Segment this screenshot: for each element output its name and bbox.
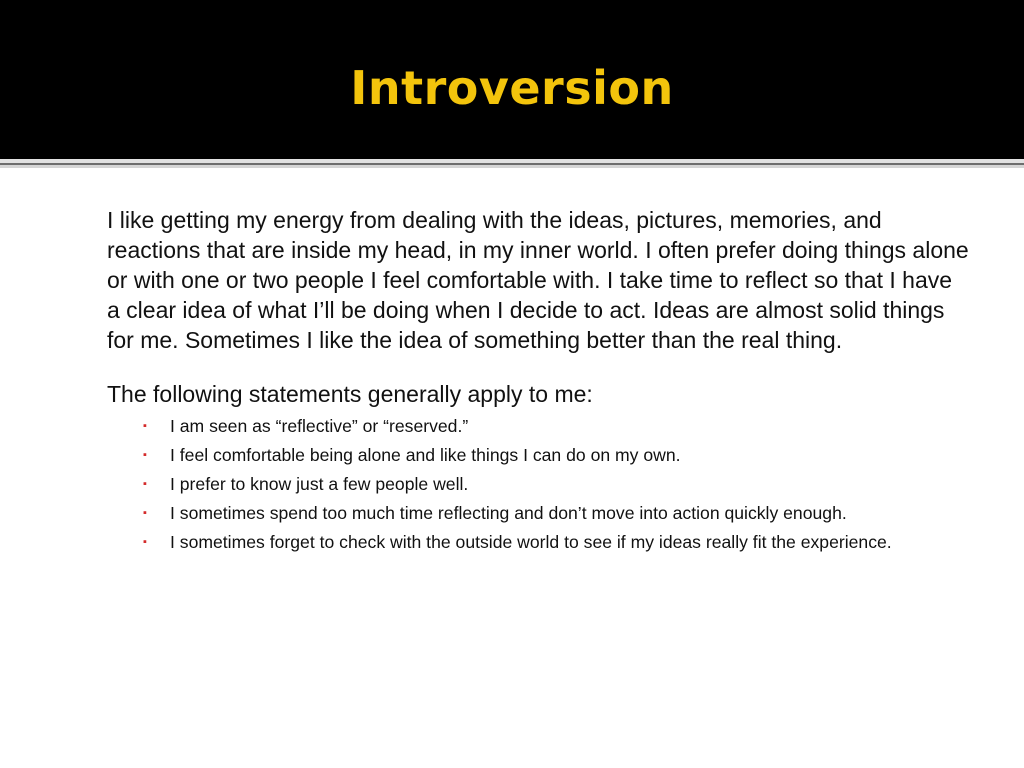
statement-item bbox=[143, 502, 969, 525]
bullet-square-icon: ▪ bbox=[143, 420, 147, 432]
statement-item bbox=[143, 444, 969, 467]
statement-list bbox=[107, 415, 969, 554]
title-divider-soft bbox=[0, 165, 1024, 168]
bullet-square-icon: ▪ bbox=[143, 507, 147, 519]
statement-text: I am seen as “reflective” or “reserved.” bbox=[170, 416, 469, 436]
bullet-square-icon: ▪ bbox=[143, 449, 147, 461]
statement-text: I feel comfortable being alone and like things I can do on my own. bbox=[170, 445, 681, 465]
statement-item bbox=[143, 415, 969, 438]
statement-text: I sometimes spend too much time reflecting and don’t move into action quickly enough. bbox=[170, 503, 847, 523]
slide-content bbox=[107, 205, 969, 560]
statement-text: I prefer to know just a few people well. bbox=[170, 474, 469, 494]
statement-item bbox=[143, 531, 969, 554]
slide-title: Introversion bbox=[350, 61, 674, 115]
bullet-square-icon: ▪ bbox=[143, 478, 147, 490]
statement-item bbox=[143, 473, 969, 496]
intro-paragraph: I like getting my energy from dealing with the ideas, pictures, memories, and reactions that are inside my head, in my inner world. I often prefer doing things alone or with one or two people I feel comfortable with. I take time to reflect so that I have a clear idea of what I’ll be doing when I decide to act. Ideas are almost solid things for me. Sometimes I like the idea of something better than the real thing. bbox=[107, 207, 969, 353]
title-band bbox=[0, 0, 1024, 159]
bullet-square-icon: ▪ bbox=[143, 536, 147, 548]
statement-text: I sometimes forget to check with the outside world to see if my ideas really fit the experience. bbox=[170, 532, 892, 552]
statements-lead: The following statements generally apply to me: bbox=[107, 381, 593, 407]
